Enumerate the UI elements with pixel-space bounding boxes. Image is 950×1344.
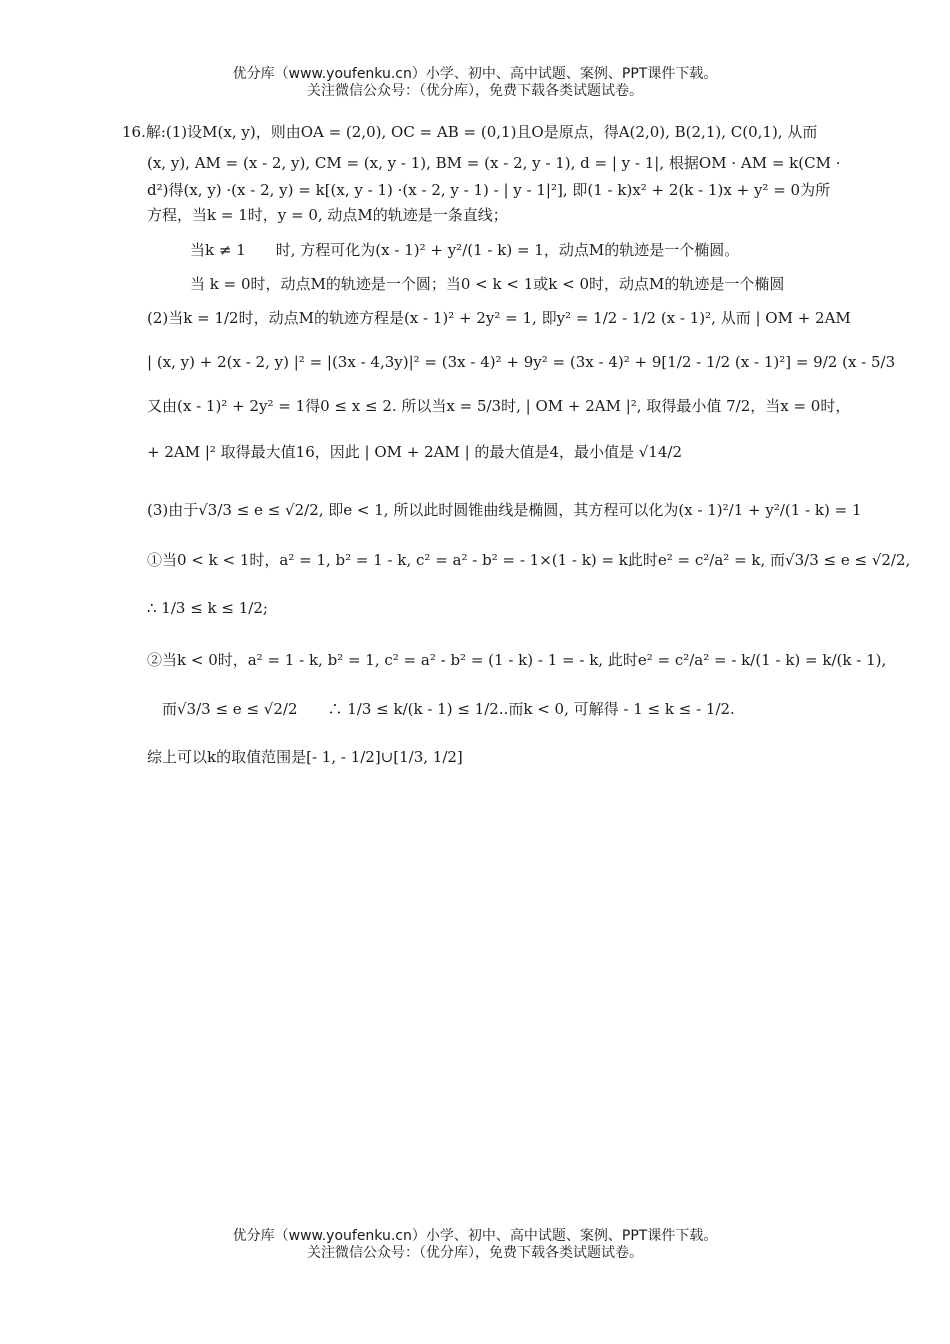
solution-line: 又由(x - 1)² + 2y² = 1得0 ≤ x ≤ 2. 所以当x = 5/3时, | OM + 2AM |², 取得最小值 7/2，当x = 0时， xyxy=(147,397,851,415)
solution-line: d²)得(x, y) ·(x - 2, y) = k[(x, y - 1) ·(x - 2, y - 1) - | y - 1|²], 即(1 - k)x² + 2(k - 1)x + y² = 0为所 xyxy=(147,181,831,199)
header-line-2: 关注微信公众号：（优分库），免费下载各类试题试卷。 xyxy=(307,83,643,99)
solution-line: 方程，当k = 1时，y = 0, 动点M的轨迹是一条直线； xyxy=(147,206,508,224)
solution-line: ②当k < 0时，a² = 1 - k, b² = 1, c² = a² - b² = (1 - k) - 1 = - k, 此时e² = c²/a² = - k/(1 - k) = k/(k - 1), xyxy=(147,651,887,669)
solution-line: ∴ 1/3 ≤ k ≤ 1/2; xyxy=(147,599,268,617)
page-header xyxy=(0,66,950,100)
solution-line: 16.解:(1)设M(x, y)，则由OA = (2,0), OC = AB = (0,1)且O是原点，得A(2,0), B(2,1), C(0,1), 从而 xyxy=(122,123,818,141)
solution-line: 综上可以k的取值范围是[- 1, - 1/2]∪[1/3, 1/2] xyxy=(147,748,463,766)
header-line-1: 优分库（www.youfenku.cn）小学、初中、高中试题、案例、PPT课件下载。 xyxy=(232,66,718,82)
solution-line: + 2AM |² 取得最大值16，因此 | OM + 2AM | 的最大值是4，最小值是 √14/2 xyxy=(147,443,682,461)
solution-line: 当 k = 0时，动点M的轨迹是一个圆；当0 < k < 1或k < 0时，动点M的轨迹是一个椭圆 xyxy=(190,275,785,293)
solution-line: ①当0 < k < 1时，a² = 1, b² = 1 - k, c² = a² - b² = - 1×(1 - k) = k此时e² = c²/a² = k, 而√3/3 ≤ e ≤ √2/2, xyxy=(147,551,911,569)
solution-line: (x, y), AM = (x - 2, y), CM = (x, y - 1), BM = (x - 2, y - 1), d = | y - 1|, 根据OM · AM = k(CM · xyxy=(147,154,841,172)
solution-line: 而√3/3 ≤ e ≤ √2/2 ∴ 1/3 ≤ k/(k - 1) ≤ 1/2..而k < 0, 可解得 - 1 ≤ k ≤ - 1/2. xyxy=(162,700,735,718)
solution-line: 当k ≠ 1 时, 方程可化为(x - 1)² + y²/(1 - k) = 1，动点M的轨迹是一个椭圆。 xyxy=(190,241,740,259)
solution-line: (2)当k = 1/2时，动点M的轨迹方程是(x - 1)² + 2y² = 1, 即y² = 1/2 - 1/2 (x - 1)², 从而 | OM + 2AM xyxy=(147,309,851,327)
solution-line: (3)由于√3/3 ≤ e ≤ √2/2, 即e < 1, 所以此时圆锥曲线是椭圆，其方程可以化为(x - 1)²/1 + y²/(1 - k) = 1 xyxy=(147,501,862,519)
footer-line-1: 优分库（www.youfenku.cn）小学、初中、高中试题、案例、PPT课件下载。 xyxy=(232,1228,718,1244)
page-footer xyxy=(0,1228,950,1262)
footer-line-2: 关注微信公众号：（优分库），免费下载各类试题试卷。 xyxy=(307,1245,643,1261)
solution-line: | (x, y) + 2(x - 2, y) |² = |(3x - 4,3y)|² = (3x - 4)² + 9y² = (3x - 4)² + 9[1/2 - 1/2 (x - 1)²] = 9/2 (x - 5/3 xyxy=(147,353,896,371)
